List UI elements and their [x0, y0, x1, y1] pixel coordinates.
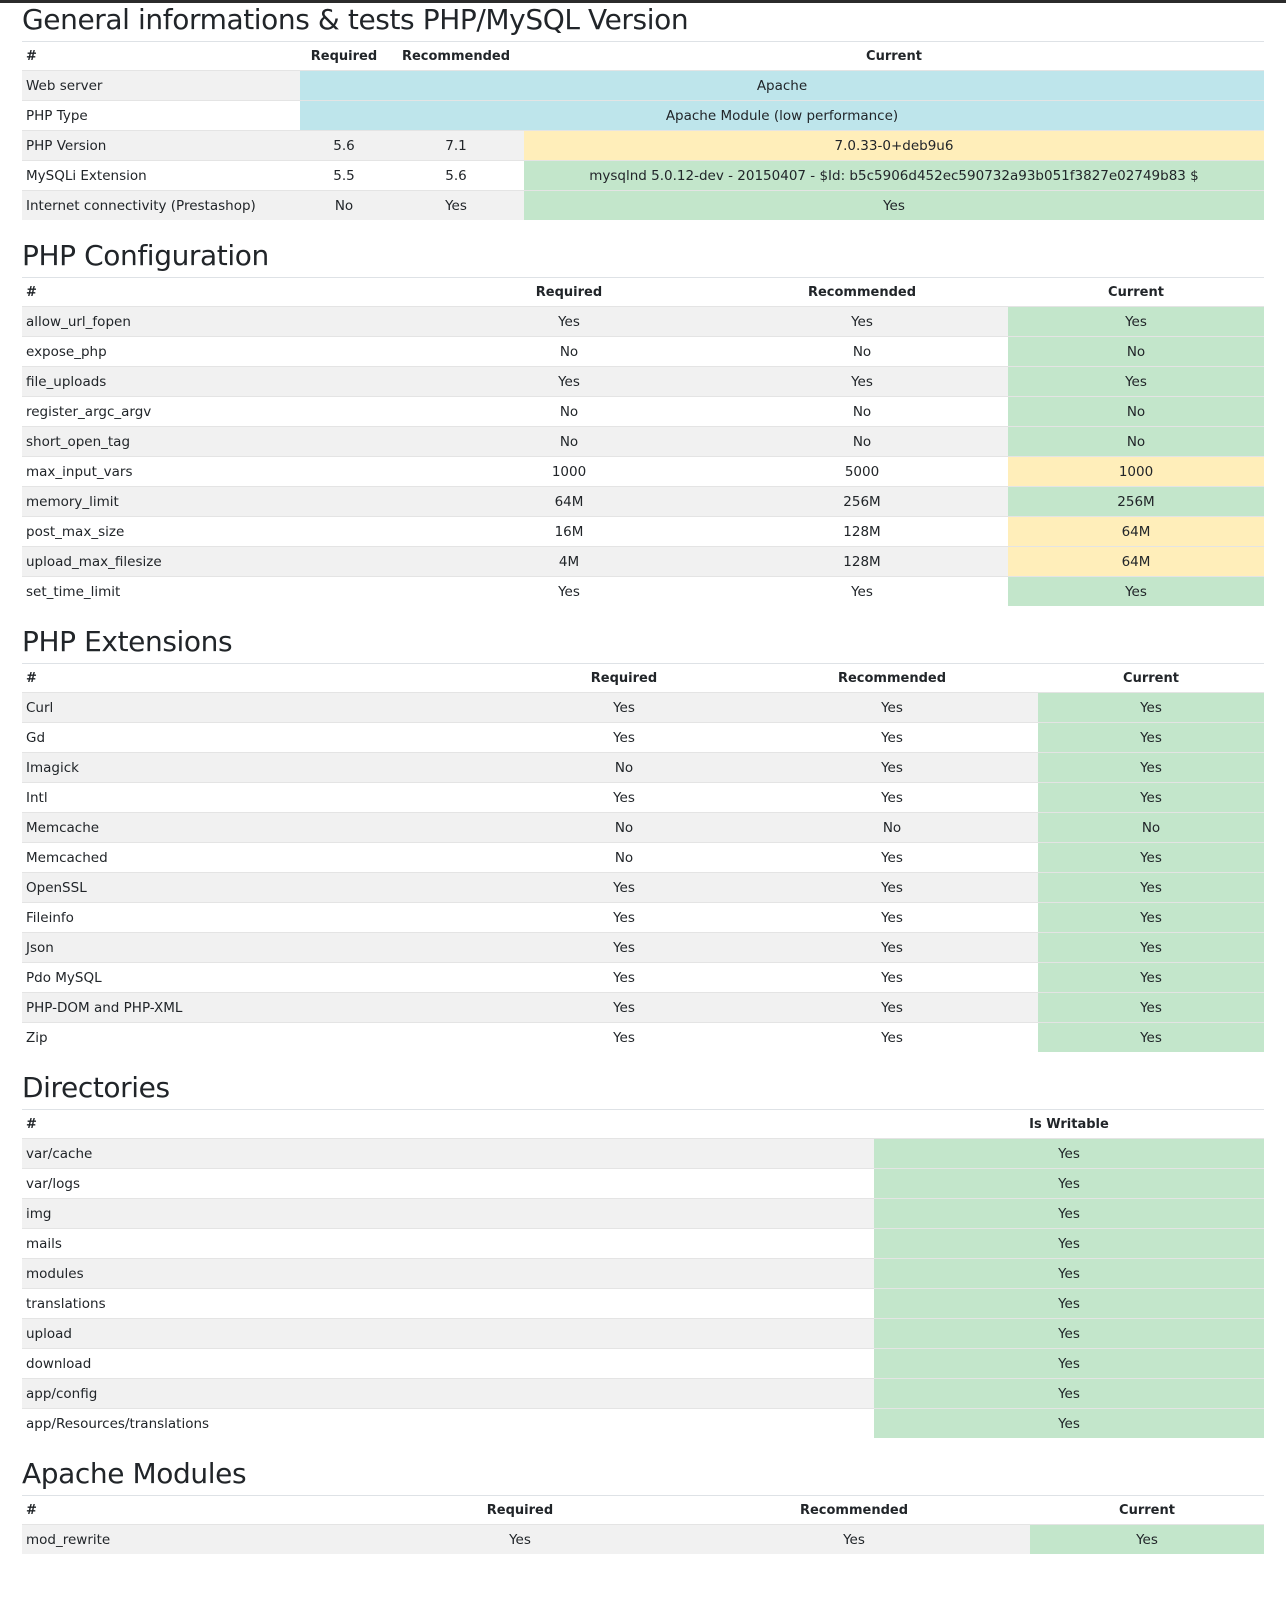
- recommended-value: No: [716, 427, 1008, 457]
- column-header-required: Required: [486, 1502, 554, 1518]
- php-extensions-table: [22, 664, 1264, 1052]
- row-name: Memcache: [22, 813, 502, 843]
- table-row: [22, 693, 1264, 723]
- php-extensions-title: PHP Extensions: [22, 625, 233, 658]
- required-value: No: [502, 813, 746, 843]
- required-value: 16M: [422, 517, 716, 547]
- row-name: OpenSSL: [22, 873, 502, 903]
- table-row: [22, 1409, 1264, 1439]
- column-header-recommended: Recommended: [401, 48, 511, 64]
- row-name: Intl: [22, 783, 502, 813]
- table-row: [22, 71, 1264, 101]
- row-name: Curl: [22, 693, 502, 723]
- status-cell: Apache: [300, 71, 1264, 101]
- row-name: Pdo MySQL: [22, 963, 502, 993]
- status-cell: Yes: [874, 1229, 1264, 1259]
- table-row: [22, 1379, 1264, 1409]
- column-header-name: #: [26, 1116, 37, 1132]
- status-cell: No: [1008, 427, 1264, 457]
- table-row: [22, 487, 1264, 517]
- row-name: mod_rewrite: [22, 1525, 362, 1555]
- row-name: Memcached: [22, 843, 502, 873]
- recommended-value: Yes: [746, 783, 1038, 813]
- recommended-value: No: [746, 813, 1038, 843]
- recommended-value: 5.6: [388, 161, 524, 191]
- status-cell: Yes: [1038, 843, 1264, 873]
- table-row: [22, 367, 1264, 397]
- recommended-value: Yes: [388, 191, 524, 221]
- recommended-value: 7.1: [388, 131, 524, 161]
- required-value: Yes: [502, 1023, 746, 1053]
- row-name: Fileinfo: [22, 903, 502, 933]
- row-name: img: [22, 1199, 874, 1229]
- row-name: expose_php: [22, 337, 422, 367]
- required-value: 64M: [422, 487, 716, 517]
- table-row: [22, 813, 1264, 843]
- column-header-current: Current: [1123, 670, 1179, 686]
- table-row: [22, 993, 1264, 1023]
- recommended-value: Yes: [746, 693, 1038, 723]
- row-name: app/Resources/translations: [22, 1409, 874, 1439]
- table-row: [22, 517, 1264, 547]
- general-table: [22, 42, 1264, 220]
- required-value: Yes: [502, 933, 746, 963]
- required-value: 5.5: [300, 161, 388, 191]
- table-row: [22, 783, 1264, 813]
- table-row: [22, 397, 1264, 427]
- general-title: General informations & tests PHP/MySQL Version: [22, 3, 689, 36]
- recommended-value: Yes: [716, 367, 1008, 397]
- apache-modules-title: Apache Modules: [22, 1457, 247, 1490]
- required-value: Yes: [362, 1525, 678, 1555]
- status-cell: Yes: [524, 191, 1264, 221]
- row-name: Gd: [22, 723, 502, 753]
- row-name: register_argc_argv: [22, 397, 422, 427]
- php-config-rows: [22, 307, 1264, 607]
- status-cell: Yes: [874, 1319, 1264, 1349]
- status-cell: Yes: [1038, 693, 1264, 723]
- status-cell: Yes: [1030, 1525, 1264, 1555]
- row-name: Imagick: [22, 753, 502, 783]
- status-cell: Yes: [1038, 723, 1264, 753]
- status-cell: Yes: [1038, 903, 1264, 933]
- status-cell: Yes: [1038, 753, 1264, 783]
- required-value: No: [502, 753, 746, 783]
- recommended-value: Yes: [678, 1525, 1030, 1555]
- column-header-current: Current: [866, 48, 922, 64]
- column-header-required: Required: [310, 48, 378, 64]
- status-cell: No: [1008, 397, 1264, 427]
- table-row: [22, 101, 1264, 131]
- row-name: post_max_size: [22, 517, 422, 547]
- status-cell: Yes: [874, 1379, 1264, 1409]
- apache-modules-table: [22, 1496, 1264, 1554]
- table-row: [22, 577, 1264, 607]
- row-name: Internet connectivity (Prestashop): [22, 191, 300, 221]
- table-row: [22, 307, 1264, 337]
- status-cell: 256M: [1008, 487, 1264, 517]
- row-name: memory_limit: [22, 487, 422, 517]
- row-name: upload_max_filesize: [22, 547, 422, 577]
- column-header-writable: Is Writable: [1029, 1116, 1109, 1132]
- required-value: 4M: [422, 547, 716, 577]
- table-row: [22, 963, 1264, 993]
- status-cell: Apache Module (low performance): [300, 101, 1264, 131]
- row-name: PHP Type: [22, 101, 300, 131]
- recommended-value: Yes: [746, 753, 1038, 783]
- row-name: mails: [22, 1229, 874, 1259]
- column-header-recommended: Recommended: [807, 284, 917, 300]
- row-name: Zip: [22, 1023, 502, 1053]
- table-row: [22, 843, 1264, 873]
- status-cell: Yes: [1008, 367, 1264, 397]
- recommended-value: No: [716, 337, 1008, 367]
- status-cell: Yes: [1038, 873, 1264, 903]
- table-row: [22, 1229, 1264, 1259]
- table-row: [22, 547, 1264, 577]
- recommended-value: Yes: [746, 1023, 1038, 1053]
- table-row: [22, 1139, 1264, 1169]
- row-name: upload: [22, 1319, 874, 1349]
- status-cell: Yes: [874, 1289, 1264, 1319]
- required-value: Yes: [502, 993, 746, 1023]
- row-name: set_time_limit: [22, 577, 422, 607]
- status-cell: Yes: [874, 1349, 1264, 1379]
- table-row: [22, 1169, 1264, 1199]
- status-cell: Yes: [874, 1259, 1264, 1289]
- required-value: Yes: [502, 783, 746, 813]
- status-cell: Yes: [1038, 963, 1264, 993]
- required-value: 1000: [422, 457, 716, 487]
- directories-title: Directories: [22, 1071, 170, 1104]
- column-header-name: #: [26, 48, 37, 64]
- status-cell: mysqlnd 5.0.12-dev - 20150407 - $Id: b5c5906d452ec590732a93b051f3827e02749b83 $: [524, 161, 1264, 191]
- status-cell: No: [1038, 813, 1264, 843]
- row-name: var/cache: [22, 1139, 874, 1169]
- row-name: PHP-DOM and PHP-XML: [22, 993, 502, 1023]
- required-value: Yes: [502, 963, 746, 993]
- recommended-value: Yes: [746, 933, 1038, 963]
- status-cell: 7.0.33-0+deb9u6: [524, 131, 1264, 161]
- table-row: [22, 1023, 1264, 1053]
- directories-rows: [22, 1139, 1264, 1439]
- column-header-name: #: [26, 284, 37, 300]
- required-value: No: [422, 427, 716, 457]
- apache-modules-rows: [22, 1525, 1264, 1555]
- status-cell: Yes: [874, 1199, 1264, 1229]
- required-value: Yes: [502, 873, 746, 903]
- recommended-value: Yes: [716, 577, 1008, 607]
- apache-modules-section: [22, 1454, 1264, 1554]
- recommended-value: 128M: [716, 547, 1008, 577]
- table-row: [22, 131, 1264, 161]
- row-name: var/logs: [22, 1169, 874, 1199]
- table-row: [22, 457, 1264, 487]
- directories-table: [22, 1110, 1264, 1438]
- row-name: MySQLi Extension: [22, 161, 300, 191]
- recommended-value: Yes: [746, 723, 1038, 753]
- table-row: [22, 161, 1264, 191]
- status-cell: Yes: [874, 1409, 1264, 1439]
- status-cell: Yes: [874, 1169, 1264, 1199]
- required-value: No: [422, 397, 716, 427]
- status-cell: 1000: [1008, 457, 1264, 487]
- column-header-recommended: Recommended: [837, 670, 947, 686]
- row-name: app/config: [22, 1379, 874, 1409]
- table-row: [22, 1349, 1264, 1379]
- required-value: No: [422, 337, 716, 367]
- table-row: [22, 1259, 1264, 1289]
- column-header-current: Current: [1119, 1502, 1175, 1518]
- recommended-value: Yes: [746, 843, 1038, 873]
- row-name: PHP Version: [22, 131, 300, 161]
- table-row: [22, 427, 1264, 457]
- general-section: [22, 0, 1264, 220]
- status-cell: Yes: [1038, 933, 1264, 963]
- php-config-section: [22, 236, 1264, 606]
- table-row: [22, 753, 1264, 783]
- status-cell: Yes: [1038, 1023, 1264, 1053]
- table-row: [22, 1199, 1264, 1229]
- column-header-current: Current: [1108, 284, 1164, 300]
- recommended-value: Yes: [746, 873, 1038, 903]
- required-value: Yes: [422, 577, 716, 607]
- required-value: Yes: [422, 367, 716, 397]
- recommended-value: No: [716, 397, 1008, 427]
- table-row: [22, 933, 1264, 963]
- recommended-value: 256M: [716, 487, 1008, 517]
- table-row: [22, 1319, 1264, 1349]
- status-cell: Yes: [1038, 783, 1264, 813]
- column-header-required: Required: [590, 670, 658, 686]
- table-row: [22, 337, 1264, 367]
- column-header-recommended: Recommended: [799, 1502, 909, 1518]
- column-header-required: Required: [535, 284, 603, 300]
- status-cell: Yes: [1008, 307, 1264, 337]
- row-name: download: [22, 1349, 874, 1379]
- required-value: No: [502, 843, 746, 873]
- php-config-table: [22, 278, 1264, 606]
- directories-section: [22, 1068, 1264, 1438]
- row-name: file_uploads: [22, 367, 422, 397]
- required-value: Yes: [502, 723, 746, 753]
- required-value: No: [300, 191, 388, 221]
- status-cell: 64M: [1008, 547, 1264, 577]
- status-cell: Yes: [874, 1139, 1264, 1169]
- recommended-value: Yes: [746, 903, 1038, 933]
- required-value: Yes: [502, 693, 746, 723]
- recommended-value: 5000: [716, 457, 1008, 487]
- row-name: Json: [22, 933, 502, 963]
- table-row: [22, 1525, 1264, 1555]
- table-row: [22, 873, 1264, 903]
- row-name: allow_url_fopen: [22, 307, 422, 337]
- column-header-name: #: [26, 670, 37, 686]
- table-row: [22, 1289, 1264, 1319]
- row-name: short_open_tag: [22, 427, 422, 457]
- status-cell: Yes: [1038, 993, 1264, 1023]
- required-value: Yes: [502, 903, 746, 933]
- status-cell: No: [1008, 337, 1264, 367]
- table-row: [22, 723, 1264, 753]
- row-name: Web server: [22, 71, 300, 101]
- recommended-value: Yes: [746, 993, 1038, 1023]
- recommended-value: 128M: [716, 517, 1008, 547]
- row-name: max_input_vars: [22, 457, 422, 487]
- php-extensions-rows: [22, 693, 1264, 1053]
- row-name: modules: [22, 1259, 874, 1289]
- php-config-title: PHP Configuration: [22, 239, 269, 272]
- status-cell: Yes: [1008, 577, 1264, 607]
- required-value: Yes: [422, 307, 716, 337]
- required-value: 5.6: [300, 131, 388, 161]
- recommended-value: Yes: [716, 307, 1008, 337]
- report-container: [22, 0, 1264, 1554]
- php-extensions-section: [22, 622, 1264, 1052]
- table-row: [22, 903, 1264, 933]
- row-name: translations: [22, 1289, 874, 1319]
- column-header-name: #: [26, 1502, 37, 1518]
- recommended-value: Yes: [746, 963, 1038, 993]
- status-cell: 64M: [1008, 517, 1264, 547]
- table-row: [22, 191, 1264, 221]
